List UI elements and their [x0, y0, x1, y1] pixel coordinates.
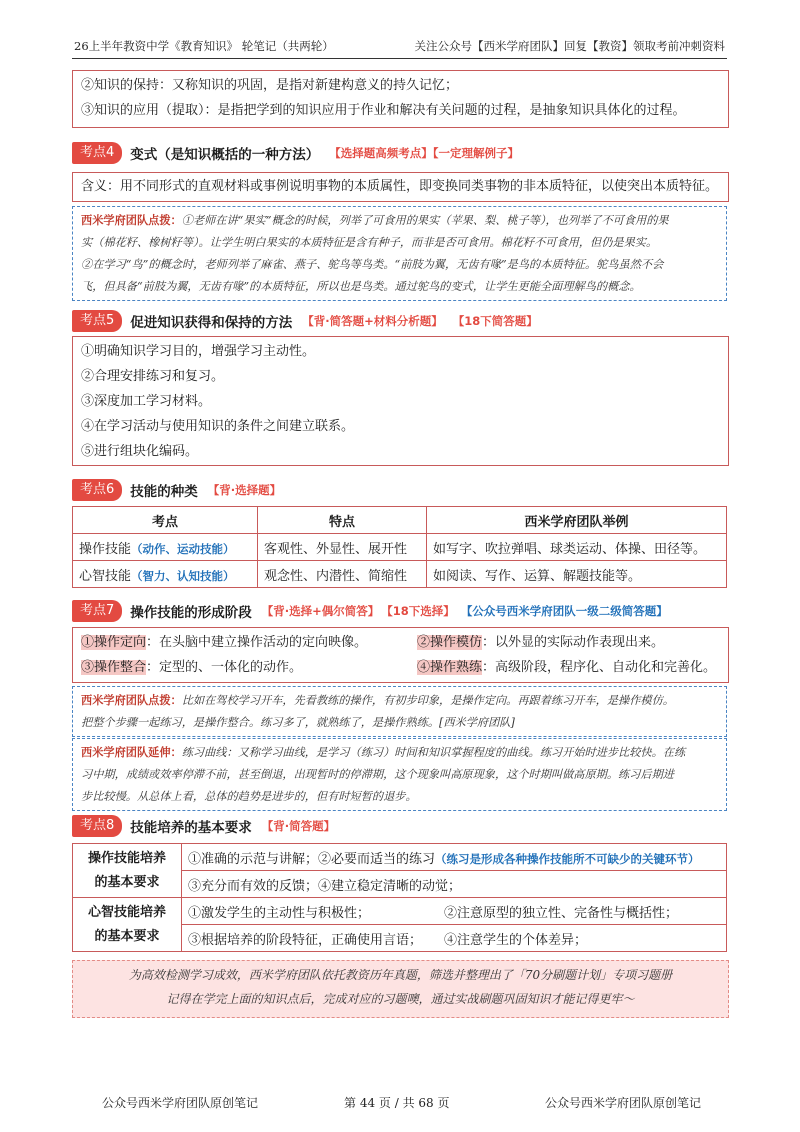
kp6-header: 西米学府团队举例	[427, 507, 727, 534]
kp7-stage-1: ①操作定向：在头脑中建立操作活动的定向映像。	[81, 635, 368, 650]
kp7-note3: 【公众号西米学府团队一级二级简答题】	[460, 604, 668, 618]
kp7-stage-2: ②操作模仿：以外显的实际动作表现出来。	[417, 635, 665, 650]
kp6-example: 如阅读、写作、运算、解题技能等。	[427, 561, 727, 588]
kp7-tip-l2: 把整个步骤一起练习，是操作整合。练习多了，就熟练了，是操作熟练。[西米学府团队]	[81, 716, 515, 729]
kp7-tag: 考点7	[72, 600, 122, 622]
kp4-tag: 考点4	[72, 142, 122, 164]
kp6-table	[72, 506, 727, 588]
footer-left: 公众号西米学府团队原创笔记	[102, 1096, 259, 1110]
intro-box	[72, 70, 729, 128]
kp6-header: 特点	[258, 507, 427, 534]
kp7-note: 【背·选择+偶尔简答】	[261, 604, 380, 618]
table-row	[73, 561, 727, 588]
kp5-tag: 考点5	[72, 310, 122, 332]
kp6-table-wrap	[72, 506, 727, 588]
header-left: 26上半年教资中学《教育知识》 轮笔记（共两轮）	[74, 39, 334, 53]
kp8-mind-b1: ③根据培养的阶段特征，正确使用言语；	[182, 925, 439, 952]
kp8-op-title: 操作技能培养 的基本要求	[73, 844, 182, 898]
kp8-table-wrap	[72, 843, 727, 952]
kp6-feature: 观念性、内潜性、简缩性	[258, 561, 427, 588]
kp7-tip-l1: 比如在驾校学习开车，先看教练的操作，有初步印象，是操作定向。再跟着练习开车，是操作模仿。	[181, 694, 674, 707]
table-row	[73, 898, 727, 925]
kp5-item: ②合理安排练习和复习。	[81, 369, 225, 384]
kp7-ext-box	[72, 738, 727, 811]
footer-page-number: 第 44 页 / 共 68 页	[344, 1096, 450, 1110]
kp8-note: 【背·简答题】	[261, 819, 336, 833]
kp7-title: 操作技能的形成阶段	[130, 605, 252, 621]
table-row	[73, 534, 727, 561]
kp8-mind-b2: ④注意学生的个体差异；	[438, 925, 727, 952]
kp8-mind-a1: ①激发学生的主动性与积极性；	[182, 898, 439, 925]
kp8-mind-a2: ②注意原型的独立性、完备性与概括性；	[438, 898, 727, 925]
intro-line-2: ③知识的应用（提取）：是指把学到的知识应用于作业和解决有关问题的过程，是抽象知识具体化的过程。	[81, 103, 686, 118]
kp6-title: 技能的种类	[130, 484, 198, 500]
kp5-note2: 【18下简答题】	[452, 314, 538, 328]
kp5-item: ④在学习活动与使用知识的条件之间建立联系。	[81, 419, 355, 434]
kp4-note: 【选择题高频考点】【一定理解例子】	[329, 146, 520, 160]
kp7-ext-label: 西米学府团队延伸：	[81, 745, 182, 759]
kp4-tip-l4: 飞，但具备“前肢为翼，无齿有喙”的本质特征，所以也是鸟类。通过鸵鸟的变式，让学生更能全面理解鸟的概念。	[81, 280, 641, 293]
kp6-skill-sub: （动作、运动技能）	[131, 541, 235, 556]
kp5-item: ⑤进行组块化编码。	[81, 444, 199, 459]
kp5-note: 【背·简答题+材料分析题】	[302, 314, 443, 328]
kp4-definition-box	[72, 172, 729, 202]
kp4-title: 变式（是知识概括的一种方法）	[130, 147, 320, 163]
kp6-example: 如写字、吹拉弹唱、球类运动、体操、田径等。	[427, 534, 727, 561]
kp5-title: 促进知识获得和保持的方法	[130, 315, 293, 331]
promo-box	[72, 960, 729, 1018]
kp6-note: 【背·选择题】	[207, 483, 282, 497]
kp8-tag: 考点8	[72, 815, 122, 837]
kp4-tip-l3: ②在学习“鸟”的概念时，老师列举了麻雀、燕子、鸵鸟等鸟类。“前肢为翼，无齿有喙”是鸟的本质特征。鸵鸟虽然不会	[81, 258, 664, 271]
kp6-tag: 考点6	[72, 479, 122, 501]
kp5-list-box	[72, 336, 729, 466]
kp4-tip-label: 西米学府团队点拨：	[81, 213, 182, 227]
header-right: 关注公众号【西米学府团队】回复【教资】领取考前冲刺资料	[414, 39, 725, 53]
kp7-stages-box	[72, 627, 729, 683]
footer-right: 公众号西米学府团队原创笔记	[544, 1096, 701, 1110]
kp6-skill-name: 操作技能（动作、运动技能）	[73, 534, 258, 561]
page-header	[72, 34, 727, 59]
kp4-tip-l2: 实（棉花籽、橡树籽等）。让学生明白果实的本质特征是含有种子，而非是否可食用。棉花籽不可食用，但仍是果实。	[81, 236, 658, 249]
kp7-note2: 【18下选择】	[381, 604, 455, 618]
kp7-ext-l2: 习中期，成绩或效率停滞不前，甚至倒退，出现暂时的停滞期，这个现象叫高原现象，这个时期叫做高原期。练习后期进	[81, 768, 674, 781]
kp8-title: 技能培养的基本要求	[130, 820, 252, 836]
kp8-op-a: ①准确的示范与讲解；②必要而适当的练习（练习是形成各种操作技能所不可缺少的关键环节）	[182, 844, 727, 871]
kp4-tip-box	[72, 206, 727, 301]
kp8-table	[72, 843, 727, 952]
kp6-feature: 客观性、外显性、展开性	[258, 534, 427, 561]
kp8-op-b: ③充分而有效的反馈；④建立稳定清晰的动觉；	[182, 871, 727, 898]
kp7-tip-box	[72, 686, 727, 737]
kp7-stage-4: ④操作熟练：高级阶段，程序化、自动化和完善化。	[417, 660, 717, 675]
intro-line-1: ②知识的保持：又称知识的巩固，是指对新建构意义的持久记忆；	[81, 78, 459, 93]
kp5-item: ③深度加工学习材料。	[81, 394, 212, 409]
kp4-tip-l1: ①老师在讲“果实”概念的时候，列举了可食用的果实（苹果、梨、桃子等），也列举了不可食用的果	[181, 214, 669, 227]
kp5-item: ①明确知识学习目的，增强学习主动性。	[81, 344, 316, 359]
kp6-skill-sub: （智力、认知技能）	[131, 568, 235, 583]
kp6-skill-name: 心智技能（智力、认知技能）	[73, 561, 258, 588]
kp7-ext-l1: 练习曲线：又称学习曲线，是学习（练习）时间和知识掌握程度的曲线。练习开始时进步比较快。在练	[181, 746, 686, 759]
promo-line-2: 记得在学完上面的知识点后，完成对应的习题噢，通过实战刷题巩固知识才能记得更牢～	[166, 992, 635, 1006]
table-row	[73, 844, 727, 871]
promo-line-1: 为高效检测学习成效，西米学府团队依托教资历年真题，筛选并整理出了「70分刷题计划」专项习题册	[128, 968, 673, 982]
kp6-header: 考点	[73, 507, 258, 534]
kp7-ext-l3: 步比较慢。从总体上看，总体的趋势是进步的，但有时短暂的退步。	[81, 790, 417, 803]
kp4-definition: 含义：用不同形式的直观材料或事例说明事物的本质属性，即变换同类事物的非本质特征，以使突出本质特征。	[81, 179, 719, 194]
kp7-stage-3: ③操作整合：定型的、一体化的动作。	[81, 660, 303, 675]
kp8-mind-title: 心智技能培养 的基本要求	[73, 898, 182, 952]
kp7-tip-label: 西米学府团队点拨：	[81, 693, 182, 707]
